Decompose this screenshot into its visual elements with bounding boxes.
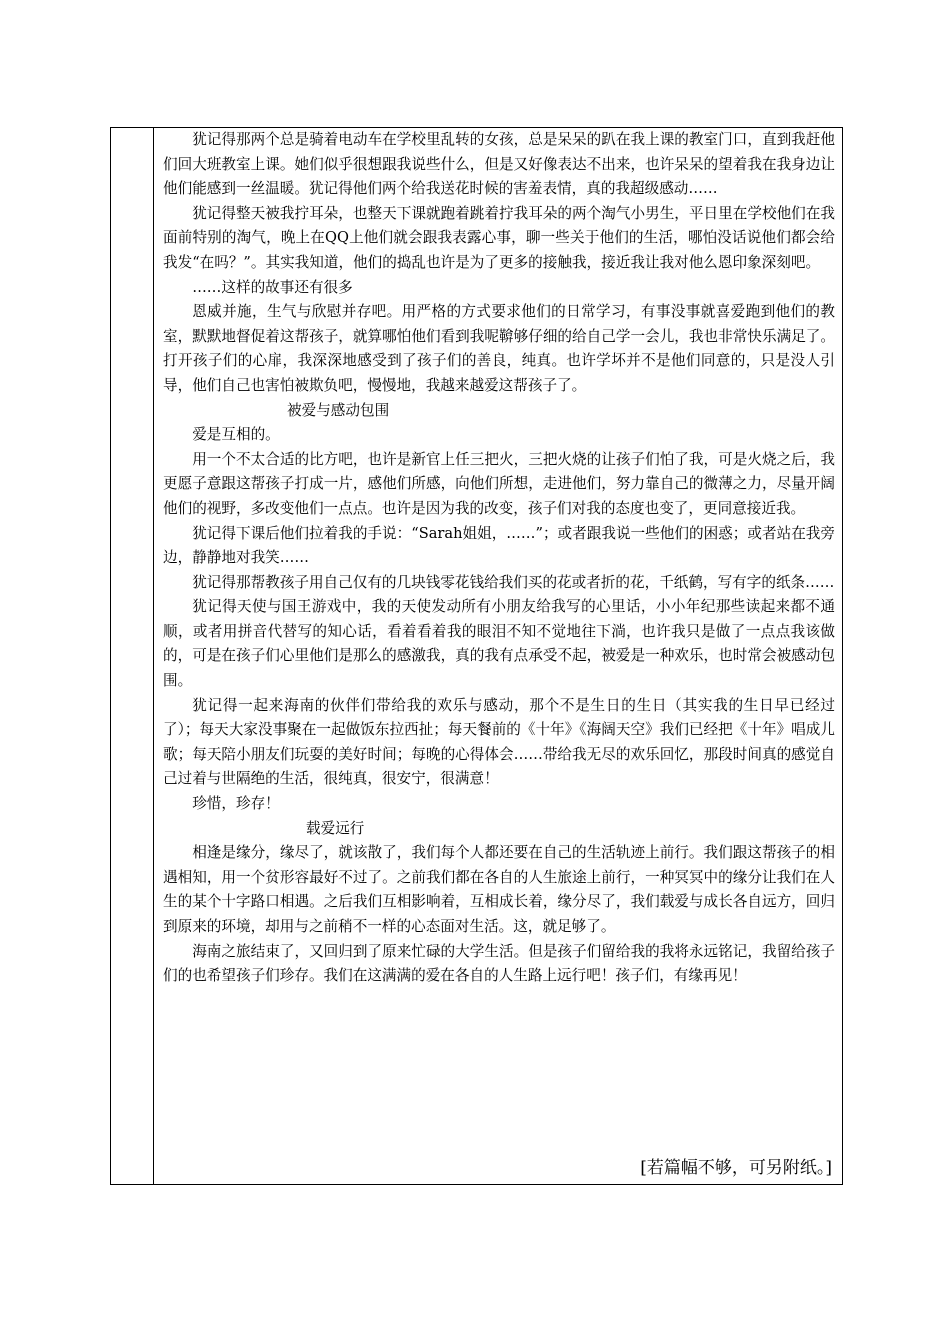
- paragraph: 相逢是缘分，缘尽了，就该散了，我们每个人都还要在自己的生活轨迹上前行。我们跟这帮孩子的相遇相知，用一个贫形容最好不过了。之前我们都在各自的人生旅途上前行，一种冥冥中的缘分让我们在人生的某个十字路口相遇。之后我们互相影响着，互相成长着，缘分尽了，我们载爱与成长各自远方，回归到原来的环境，却用与之前稍不一样的心态面对生活。这，就足够了。: [163, 844, 835, 935]
- paragraph: 犹记得那帮教孩子用自己仅有的几块钱零花钱给我们买的花或者折的花，千纸鹤，写有字的纸条……: [192, 573, 835, 591]
- paragraph: 犹记得天使与国王游戏中，我的天使发动所有小朋友给我写的心里话，小小年纪那些读起来都不通顺，或者用拼音代替写的知心话，看着看着我的眼泪不知不觉地往下淌，也许我只是做了一点点我该做的，可是在孩子们心里他们是那么的感激我，真的我有点承受不起，被爱是一种欢乐，也时常会被感动包围。: [163, 598, 835, 690]
- label-column: [111, 128, 154, 1184]
- paragraph: 犹记得下课后他们拉着我的手说：“Sarah姐姐，……”；或者跟我说一些他们的困惑；或者站在我旁边，静静地对我笑……: [163, 524, 835, 567]
- paragraph: 犹记得那两个总是骑着电动车在学校里乱转的女孩，总是呆呆的趴在我上课的教室门口，直到我赶他们回大班教室上课。她们似乎很想跟我说些什么，但是又好像表达不出来，也许呆呆的望着我在我身边让他们能感到一丝温暖。犹记得他们两个给我送花时候的害羞表情，真的我超级感动……: [163, 131, 835, 198]
- paragraph: 爱是互相的。: [192, 426, 280, 444]
- section-heading: 被爱与感动包围: [287, 401, 390, 419]
- paragraph: 犹记得整天被我拧耳朵，也整天下课就跑着跳着拧我耳朵的两个淘气小男生，平日里在学校他们在我面前特别的淘气，晚上在QQ上他们就会跟我表露心事，聊一些关于他们的生活，哪怕没话说他们都会给我发“在吗？”。其实我知道，他们的捣乱也许是为了更多的接触我，接近我让我对他么恩印象深刻吧。: [163, 204, 835, 271]
- form-table: [110, 127, 843, 1185]
- section-heading: 载爱远行: [306, 819, 365, 837]
- essay-content: [163, 128, 835, 989]
- attachment-note: [若篇幅不够，可另附纸。]: [640, 1158, 832, 1178]
- paragraph: 海南之旅结束了，又回归到了原来忙碌的大学生活。但是孩子们留给我的我将永远铭记，我留给孩子们的也希望孩子们珍存。我们在这满满的爱在各自的人生路上远行吧！孩子们，有缘再见！: [163, 942, 835, 985]
- paragraph: 用一个不太合适的比方吧，也许是新官上任三把火，三把火烧的让孩子们怕了我，可是火烧之后，我更愿子意跟这帮孩子打成一片，感他们所感，向他们所想，走进他们，努力靠自己的微薄之力，尽量开阔他们的视野，多改变他们一点点。也许是因为我的改变，孩子们对我的态度也变了，更同意接近我。: [163, 450, 835, 517]
- paragraph: 恩威并施，生气与欣慰并存吧。用严格的方式要求他们的日常学习，有事没事就喜爱跑到他们的教室，默默地督促着这帮孩子，就算哪怕他们看到我呢鞥够仔细的给自己学一会儿，我也非常快乐满足了。打开孩子们的心扉，我深深地感受到了孩子们的善良，纯真。也许学坏并不是他们同意的，只是没人引导，他们自己也害怕被欺负吧，慢慢地，我越来越爱这帮孩子了。: [163, 303, 835, 394]
- paragraph: 珍惜，珍存！: [192, 795, 280, 813]
- paragraph: ……这样的故事还有很多: [192, 278, 353, 296]
- paragraph: 犹记得一起来海南的伙伴们带给我的欢乐与感动，那个不是生日的生日（其实我的生日早已经过了）；每天大家没事聚在一起做饭东拉西扯；每天餐前的《十年》《海阔天空》我们已经把《十年》唱成儿歌；每天陪小朋友们玩耍的美好时间；每晚的心得体会……带给我无尽的欢乐回忆，那段时间真的感觉自己过着与世隔绝的生活，很纯真，很安宁，很满意！: [163, 696, 835, 788]
